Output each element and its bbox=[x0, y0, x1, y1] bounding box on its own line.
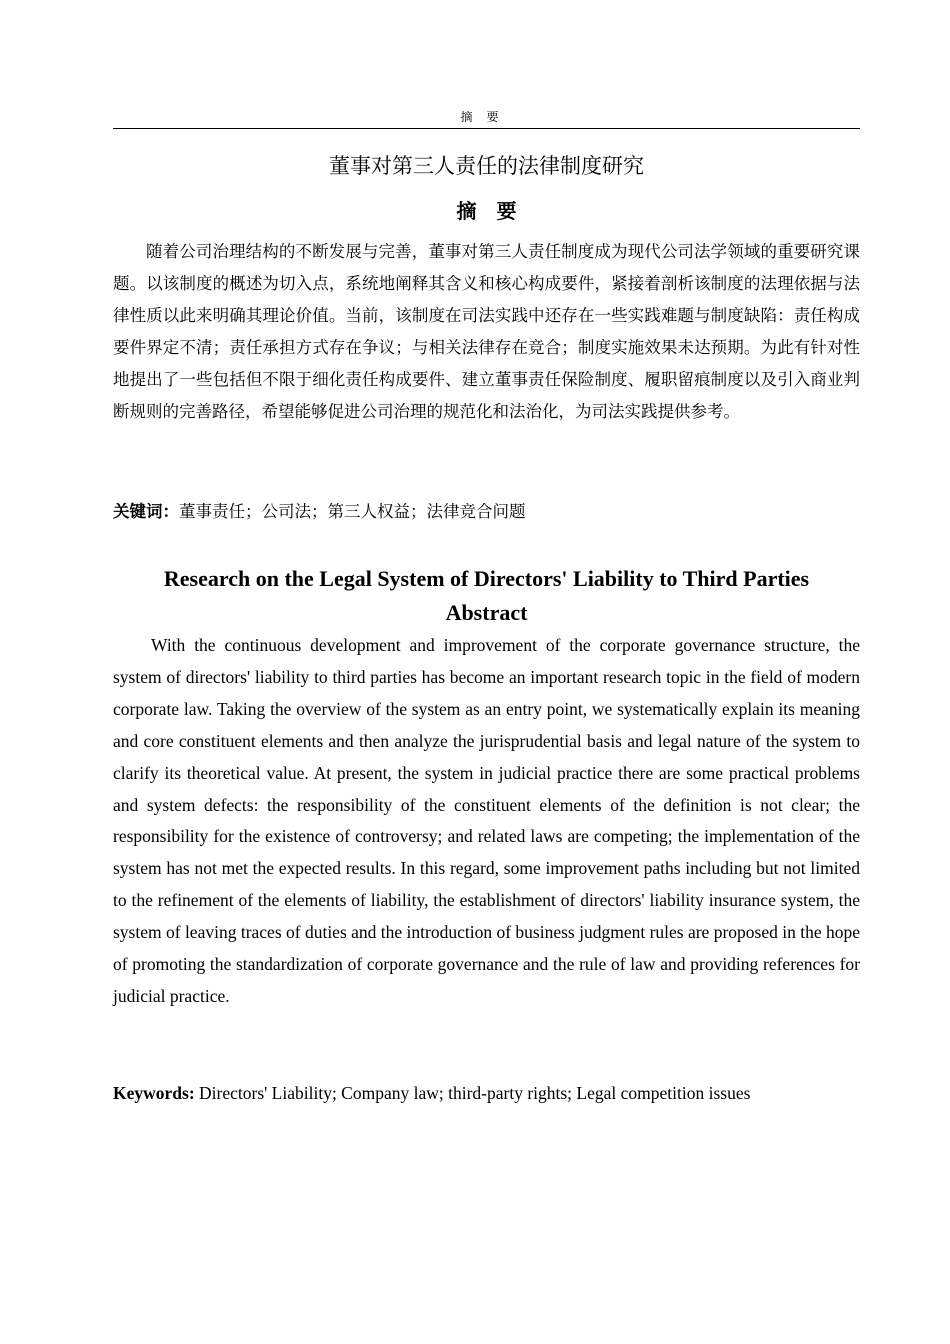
english-keywords bbox=[113, 1077, 860, 1109]
chinese-keywords-label: 关键词： bbox=[113, 502, 179, 521]
chinese-keywords bbox=[113, 496, 860, 528]
english-abstract-heading: Abstract bbox=[445, 600, 528, 625]
english-title: Research on the Legal System of Directors' Liability to Third Parties bbox=[163, 566, 810, 591]
chinese-title: 董事对第三人责任的法律制度研究 bbox=[329, 154, 644, 178]
chinese-abstract-body: 随着公司治理结构的不断发展与完善，董事对第三人责任制度成为现代公司法学领域的重要研究课题。以该制度的概述为切入点，系统地阐释其含义和核心构成要件，紧接着剖析该制度的法理依据与法律性质以此来明确其理论价值。当前，该制度在司法实践中还存在一些实践难题与制度缺陷：责任构成要件界定不清；责任承担方式存在争议；与相关法律存在竞合；制度实施效果未达预期。为此有针对性地提出了一些包括但不限于细化责任构成要件、建立董事责任保险制度、履职留痕制度以及引入商业判断规则的完善路径，希望能够促进公司治理的规范化和法治化，为司法实践提供参考。 bbox=[113, 242, 860, 421]
chinese-keywords-text: 董事责任；公司法；第三人权益；法律竞合问题 bbox=[179, 502, 526, 521]
running-header: 摘要 bbox=[460, 110, 513, 124]
english-abstract-body: With the continuous development and improvement of the corporate governance structure, the system of directors' liability to third parties has become an important research topic in the field of modern corporate law. Taking the overview of the system as an entry point, we systematically explain its meaning and core constituent elements and then analyze the jurisprudential basis and legal nature of the system to clarify its theoretical value. At present, the system in judicial practice there are some practical problems and system defects: the responsibility of the constituent elements of the definition is not clear; the responsibility for the existence of controversy; and related laws are competing; the implementation of the system has not met the expected results. In this regard, some improvement paths including but not limited to the refinement of the elements of liability, the establishment of directors' liability insurance system, the system of leaving traces of duties and the introduction of business judgment rules are proposed in the hope of promoting the standardization of corporate governance and the rule of law and providing references for judicial practice. bbox=[113, 635, 860, 1006]
chinese-abstract-heading: 摘要 bbox=[456, 199, 537, 223]
header-divider bbox=[113, 128, 860, 129]
english-keywords-text: Directors' Liability; Company law; third-party rights; Legal competition issues bbox=[199, 1083, 751, 1103]
english-keywords-label: Keywords: bbox=[113, 1083, 195, 1103]
